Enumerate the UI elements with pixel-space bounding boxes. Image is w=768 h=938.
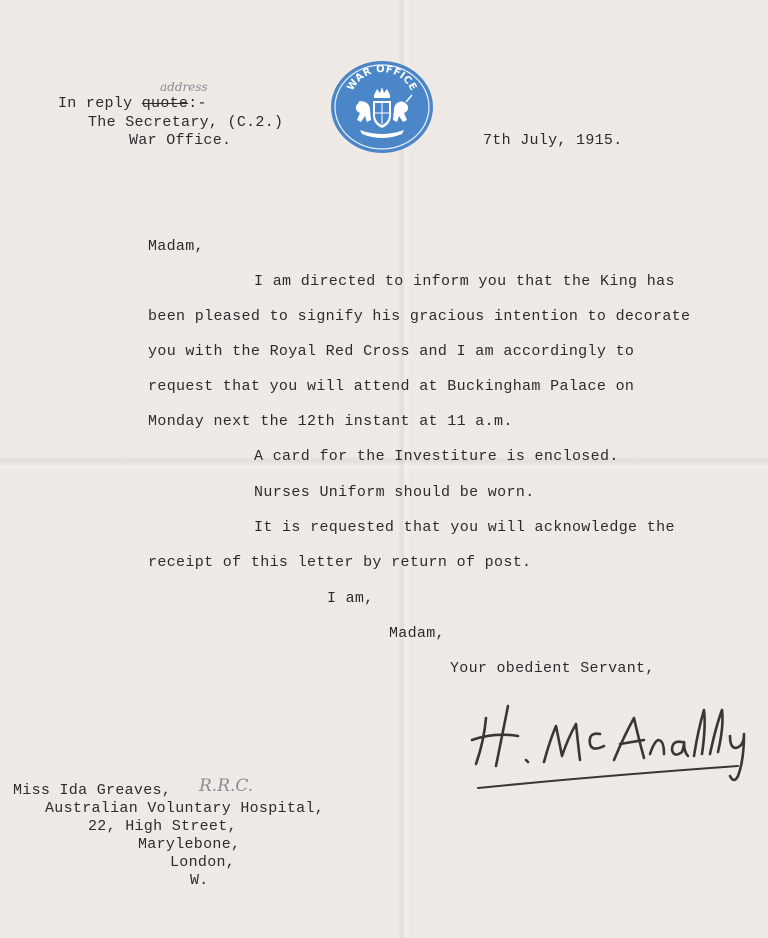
body-line: Nurses Uniform should be worn. (254, 484, 535, 501)
reply-war-office: War Office. (129, 132, 232, 149)
salutation: Madam, (148, 238, 204, 255)
body-line: Monday next the 12th instant at 11 a.m. (148, 413, 513, 430)
recipient-line: Marylebone, (138, 836, 241, 853)
reply-handwritten-word: address (160, 80, 208, 94)
signature (468, 696, 758, 800)
letter-date: 7th July, 1915. (483, 132, 623, 149)
body-line: receipt of this letter by return of post. (148, 554, 532, 571)
recipient-line: 22, High Street, (88, 818, 237, 835)
reply-prefix: In reply (58, 95, 142, 112)
reply-secretary: The Secretary, (C.2.) (88, 114, 284, 131)
body-line: been pleased to signify his gracious intention to decorate (148, 308, 691, 325)
recipient-line: W. (190, 872, 209, 889)
body-line: A card for the Investiture is enclosed. (254, 448, 619, 465)
closing-madam: Madam, (389, 625, 445, 642)
recipient-name: Miss Ida Greaves, (13, 782, 172, 799)
reply-struck-word: quote (141, 95, 189, 112)
svg-text:WAR OFFICE: WAR OFFICE (345, 63, 419, 93)
closing-i-am: I am, (327, 590, 374, 607)
reply-reference-line (58, 95, 207, 112)
recipient-handwritten-rrc: R.R.C. (199, 776, 254, 796)
reply-suffix: :- (188, 95, 207, 112)
recipient-line: Australian Voluntary Hospital, (45, 800, 325, 817)
body-line: It is requested that you will acknowledge the (254, 519, 675, 536)
body-line: request that you will attend at Buckingham Palace on (148, 378, 635, 395)
body-line: you with the Royal Red Cross and I am accordingly to (148, 343, 635, 360)
war-office-seal-icon (330, 60, 434, 154)
body-line: I am directed to inform you that the King has (254, 273, 675, 290)
closing-servant: Your obedient Servant, (450, 660, 655, 677)
recipient-line: London, (170, 854, 236, 871)
